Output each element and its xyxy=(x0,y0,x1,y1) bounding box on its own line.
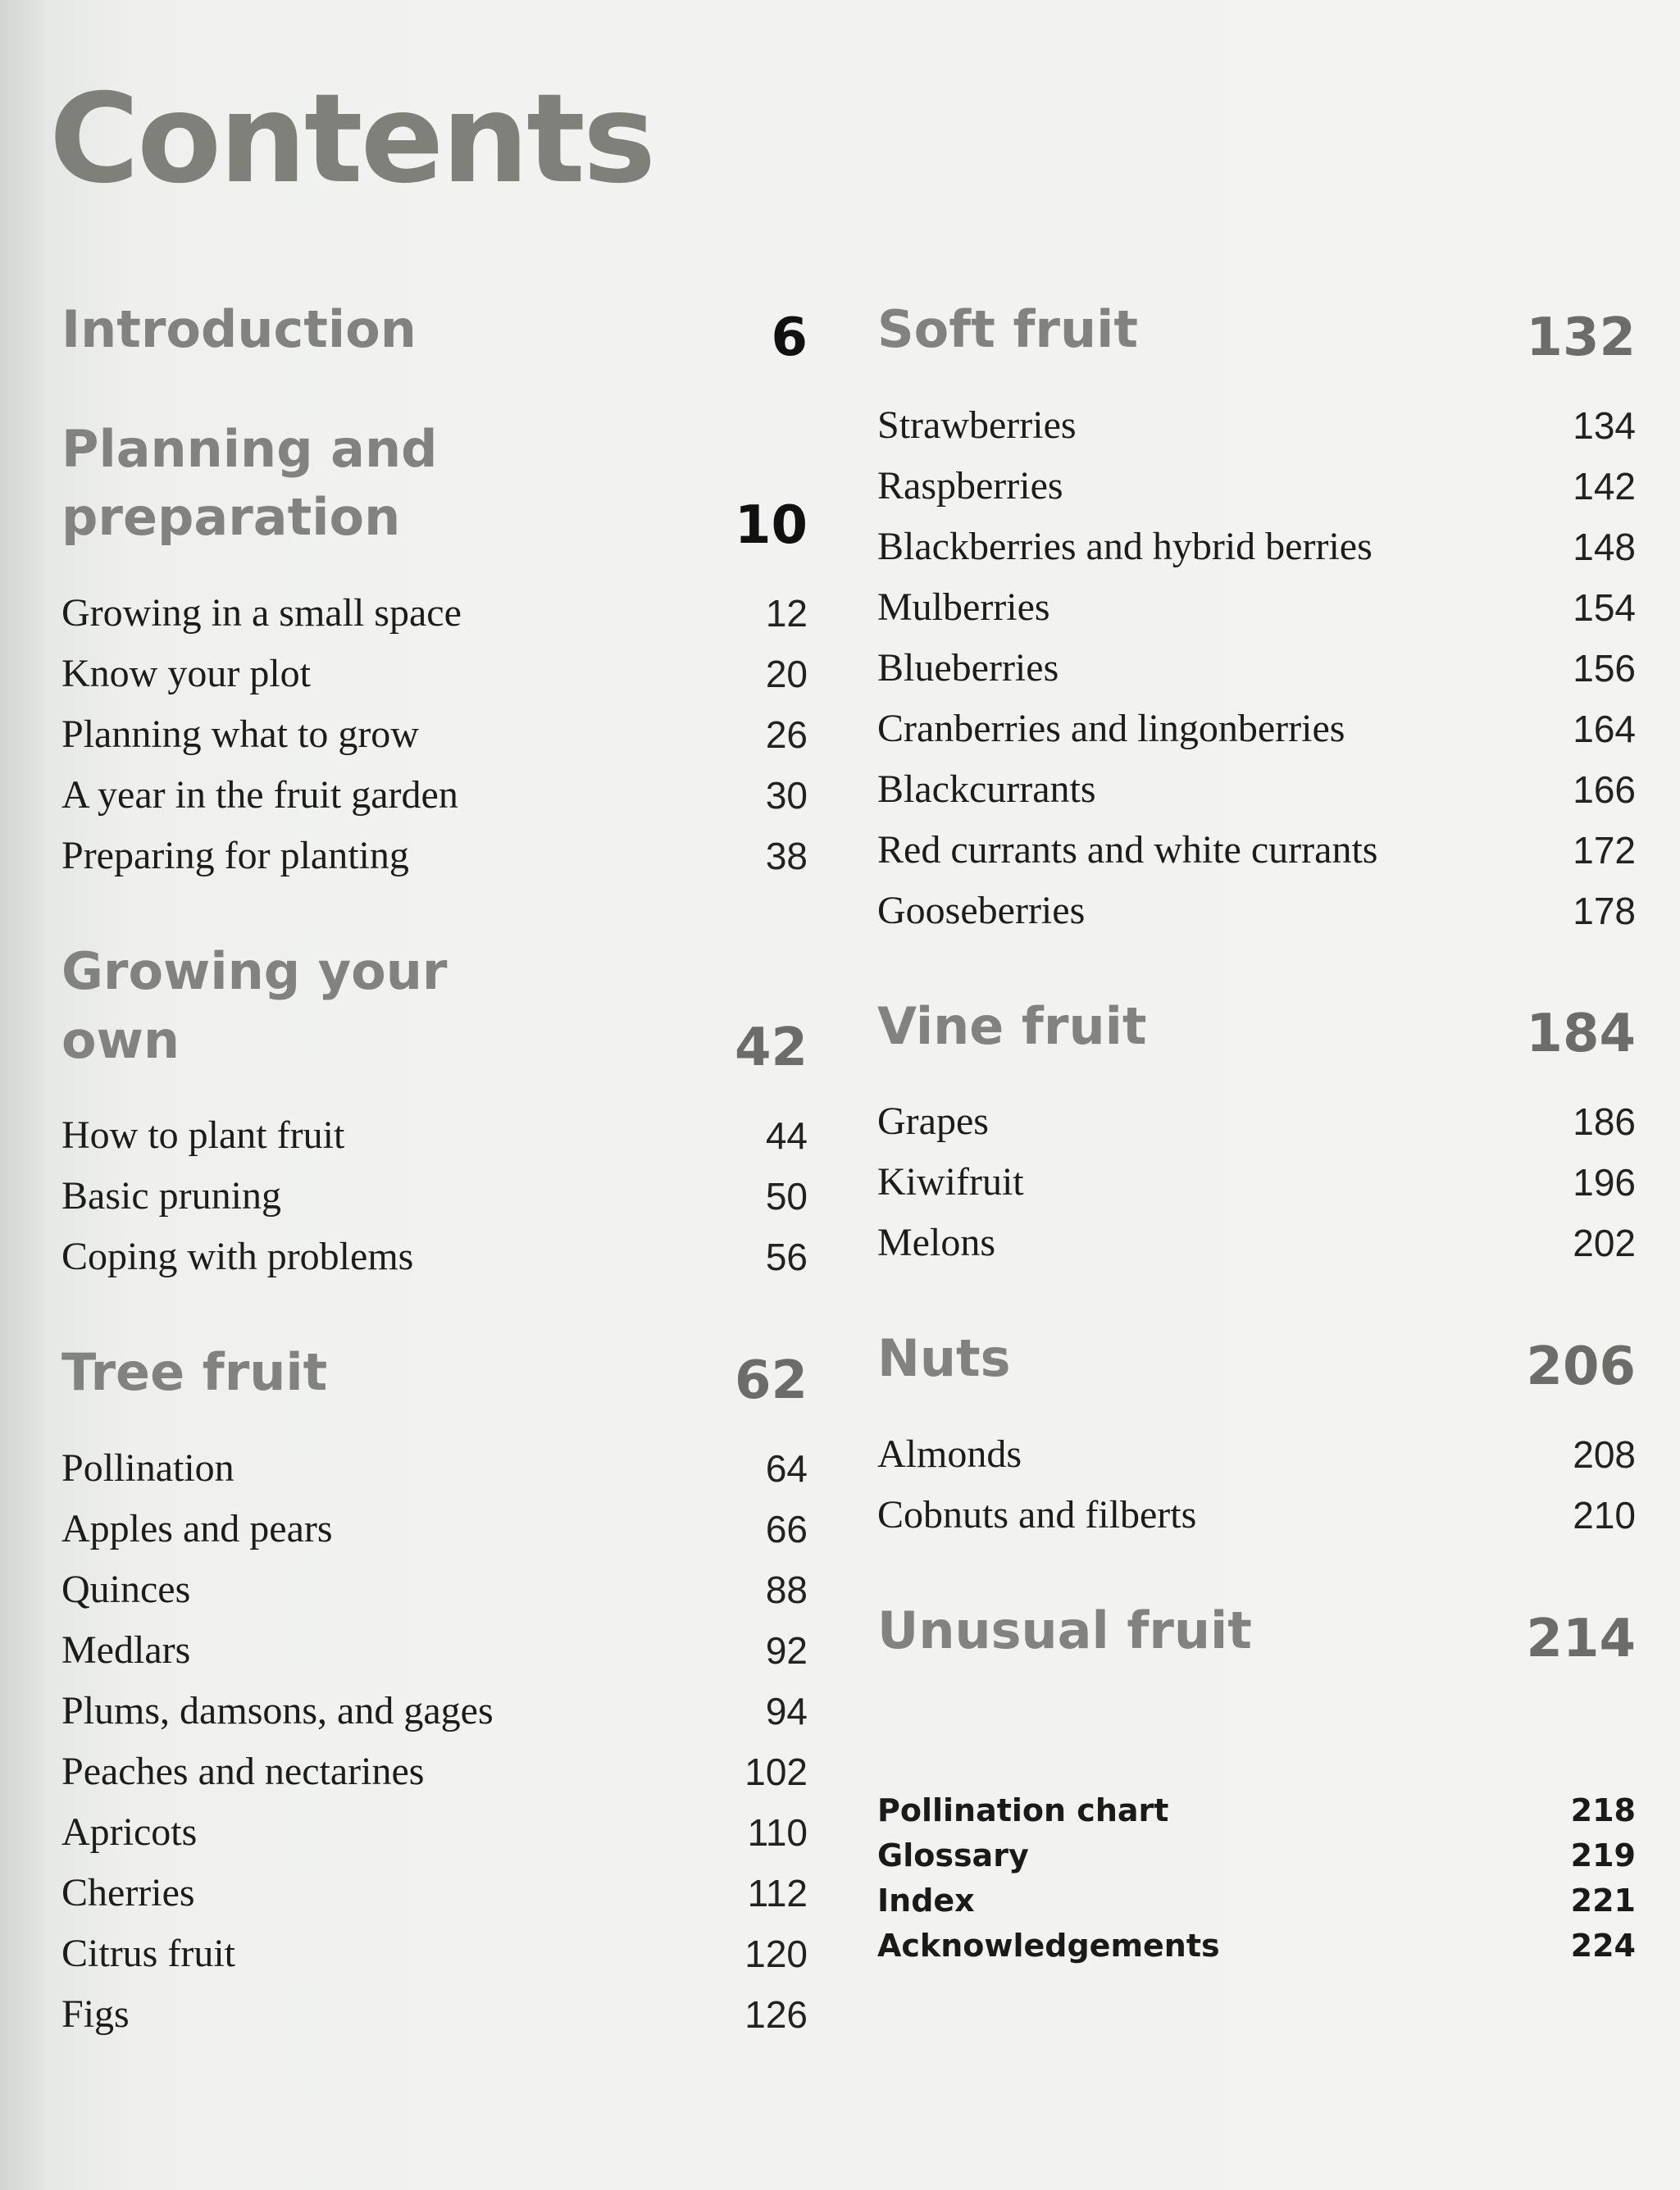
entry-page-number: 20 xyxy=(765,653,808,696)
section-page-number: 214 xyxy=(1526,1608,1636,1669)
section-title: Planning and preparation xyxy=(61,418,438,548)
entry-page-number: 166 xyxy=(1573,767,1636,811)
toc-entry xyxy=(877,699,1636,759)
entry-page-number: 148 xyxy=(1573,525,1636,568)
entry-label: Index xyxy=(877,1882,975,1919)
toc-entry xyxy=(61,1559,808,1620)
section-planning-and-preparation xyxy=(61,415,808,886)
section-unusual-fruit xyxy=(877,1596,1636,1669)
entry-label: Medlars xyxy=(61,1628,191,1673)
right-column xyxy=(877,295,1636,1969)
entry-page-number: 156 xyxy=(1573,646,1636,690)
section-growing-your-own xyxy=(61,937,808,1287)
toc-entry xyxy=(61,1742,808,1802)
toc-entry xyxy=(877,759,1636,820)
section-title: Nuts xyxy=(877,1328,1011,1389)
entry-label: Preparing for planting xyxy=(61,834,409,878)
entry-page-number: 210 xyxy=(1573,1494,1636,1537)
entry-label: Grapes xyxy=(877,1100,989,1144)
entry-page-number: 134 xyxy=(1573,403,1636,447)
toc-entry xyxy=(61,1227,808,1287)
section-vine-fruit xyxy=(877,992,1636,1274)
entry-label: Cranberries and lingonberries xyxy=(877,706,1345,750)
toc-entry xyxy=(61,1863,808,1924)
entry-label: A year in the fruit garden xyxy=(61,773,458,817)
entry-list xyxy=(877,1091,1636,1273)
entry-label: Plums, damsons, and gages xyxy=(61,1689,494,1733)
entry-label: Melons xyxy=(877,1221,995,1265)
entry-label: Cobnuts and filberts xyxy=(877,1493,1197,1537)
entry-page-number: 219 xyxy=(1570,1837,1636,1874)
toc-entry xyxy=(61,1681,808,1742)
end-matter-entry xyxy=(877,1788,1636,1833)
entry-page-number: 50 xyxy=(765,1175,808,1218)
toc-entry xyxy=(61,1166,808,1227)
entry-label: Figs xyxy=(61,1992,130,2037)
entry-label: Mulberries xyxy=(877,585,1050,629)
entry-label: Coping with problems xyxy=(61,1235,414,1279)
section-introduction xyxy=(61,295,808,368)
entry-label: How to plant fruit xyxy=(61,1113,345,1158)
entry-label: Apricots xyxy=(61,1810,198,1855)
entry-page-number: 208 xyxy=(1573,1433,1636,1477)
entry-list xyxy=(61,1105,808,1287)
entry-page-number: 56 xyxy=(765,1236,808,1279)
toc-entry xyxy=(877,1424,1636,1485)
entry-label: Growing in a small space xyxy=(61,591,462,635)
entry-label: Quinces xyxy=(61,1568,191,1612)
toc-entry xyxy=(877,1213,1636,1273)
toc-entry xyxy=(877,820,1636,881)
entry-page-number: 88 xyxy=(765,1569,808,1612)
section-page-number: 184 xyxy=(1526,1004,1636,1065)
entry-page-number: 142 xyxy=(1573,464,1636,508)
section-title: Tree fruit xyxy=(61,1342,328,1403)
entry-page-number: 26 xyxy=(765,713,808,757)
entry-label: Raspberries xyxy=(877,463,1063,508)
toc-entry xyxy=(877,1091,1636,1152)
entry-page-number: 202 xyxy=(1573,1222,1636,1265)
entry-page-number: 126 xyxy=(744,1993,808,2037)
toc-entry xyxy=(877,1485,1636,1546)
entry-label: Know your plot xyxy=(61,652,311,696)
section-title: Unusual fruit xyxy=(877,1600,1252,1661)
section-title: Introduction xyxy=(61,299,417,359)
entry-page-number: 30 xyxy=(765,774,808,817)
entry-label: Gooseberries xyxy=(877,888,1086,932)
entry-page-number: 154 xyxy=(1573,585,1636,629)
entry-label: Planning what to grow xyxy=(61,713,419,757)
toc-entry xyxy=(877,456,1636,517)
toc-entry xyxy=(877,881,1636,941)
end-matter-entry xyxy=(877,1924,1636,1969)
entry-label: Citrus fruit xyxy=(61,1932,235,1976)
toc-entry xyxy=(61,1438,808,1499)
toc-entry xyxy=(61,1924,808,1984)
end-matter-entry xyxy=(877,1833,1636,1878)
entry-label: Blackcurrants xyxy=(877,767,1096,811)
entry-page-number: 110 xyxy=(747,1811,808,1855)
toc-entry xyxy=(61,704,808,765)
entry-label: Pollination xyxy=(61,1446,234,1491)
entry-label: Almonds xyxy=(877,1432,1022,1477)
entry-page-number: 221 xyxy=(1570,1882,1636,1919)
section-page-number: 6 xyxy=(771,307,808,368)
entry-label: Blueberries xyxy=(877,645,1059,690)
entry-list xyxy=(877,395,1636,941)
entry-page-number: 92 xyxy=(765,1629,808,1673)
entry-list xyxy=(61,583,808,886)
toc-entry xyxy=(877,1152,1636,1213)
toc-entry xyxy=(61,1620,808,1681)
section-soft-fruit xyxy=(877,295,1636,941)
entry-label: Apples and pears xyxy=(61,1507,333,1551)
entry-page-number: 218 xyxy=(1570,1792,1636,1828)
end-matter-entry xyxy=(877,1878,1636,1924)
entry-page-number: 102 xyxy=(744,1751,808,1794)
toc-entry xyxy=(877,517,1636,577)
section-page-number: 10 xyxy=(734,495,808,557)
section-title: Soft fruit xyxy=(877,299,1139,359)
entry-page-number: 94 xyxy=(765,1690,808,1733)
section-page-number: 132 xyxy=(1526,307,1636,368)
entry-page-number: 64 xyxy=(765,1447,808,1491)
section-page-number: 206 xyxy=(1526,1336,1636,1398)
toc-entry xyxy=(61,1105,808,1166)
entry-label: Strawberries xyxy=(877,403,1077,447)
entry-page-number: 172 xyxy=(1573,828,1636,872)
entry-label: Acknowledgements xyxy=(877,1927,1220,1964)
toc-entry xyxy=(61,1802,808,1863)
entry-list xyxy=(877,1424,1636,1546)
entry-page-number: 164 xyxy=(1573,707,1636,750)
toc-entry xyxy=(61,1499,808,1559)
entry-label: Basic pruning xyxy=(61,1174,281,1218)
entry-label: Peaches and nectarines xyxy=(61,1750,425,1794)
entry-page-number: 12 xyxy=(765,592,808,635)
entry-page-number: 38 xyxy=(765,835,808,878)
section-title: Growing your own xyxy=(61,941,448,1070)
toc-entry xyxy=(61,765,808,826)
entry-label: Glossary xyxy=(877,1837,1029,1874)
page-title: Contents xyxy=(49,68,654,211)
toc-entry xyxy=(877,395,1636,456)
entry-page-number: 66 xyxy=(765,1508,808,1551)
entry-page-number: 44 xyxy=(765,1114,808,1158)
entry-label: Red currants and white currants xyxy=(877,827,1378,872)
section-tree-fruit xyxy=(61,1338,808,2045)
entry-list xyxy=(61,1438,808,2045)
entry-page-number: 186 xyxy=(1573,1100,1636,1144)
entry-page-number: 178 xyxy=(1573,889,1636,932)
entry-page-number: 112 xyxy=(747,1872,808,1915)
entry-page-number: 224 xyxy=(1570,1927,1636,1964)
toc-entry xyxy=(61,583,808,644)
entry-page-number: 196 xyxy=(1573,1161,1636,1204)
toc-entry xyxy=(61,826,808,886)
section-page-number: 62 xyxy=(734,1350,808,1412)
entry-label: Blackberries and hybrid berries xyxy=(877,524,1373,568)
end-matter-list xyxy=(877,1788,1636,1969)
entry-page-number: 120 xyxy=(744,1933,808,1976)
section-page-number: 42 xyxy=(734,1018,808,1079)
section-nuts xyxy=(877,1324,1636,1546)
toc-entry xyxy=(877,638,1636,699)
toc-entry xyxy=(61,1984,808,2045)
entry-label: Kiwifruit xyxy=(877,1160,1024,1204)
toc-entry xyxy=(61,644,808,704)
left-column xyxy=(61,295,808,2096)
entry-label: Cherries xyxy=(61,1871,195,1915)
section-title: Vine fruit xyxy=(877,995,1147,1056)
toc-entry xyxy=(877,577,1636,638)
entry-label: Pollination chart xyxy=(877,1792,1169,1828)
